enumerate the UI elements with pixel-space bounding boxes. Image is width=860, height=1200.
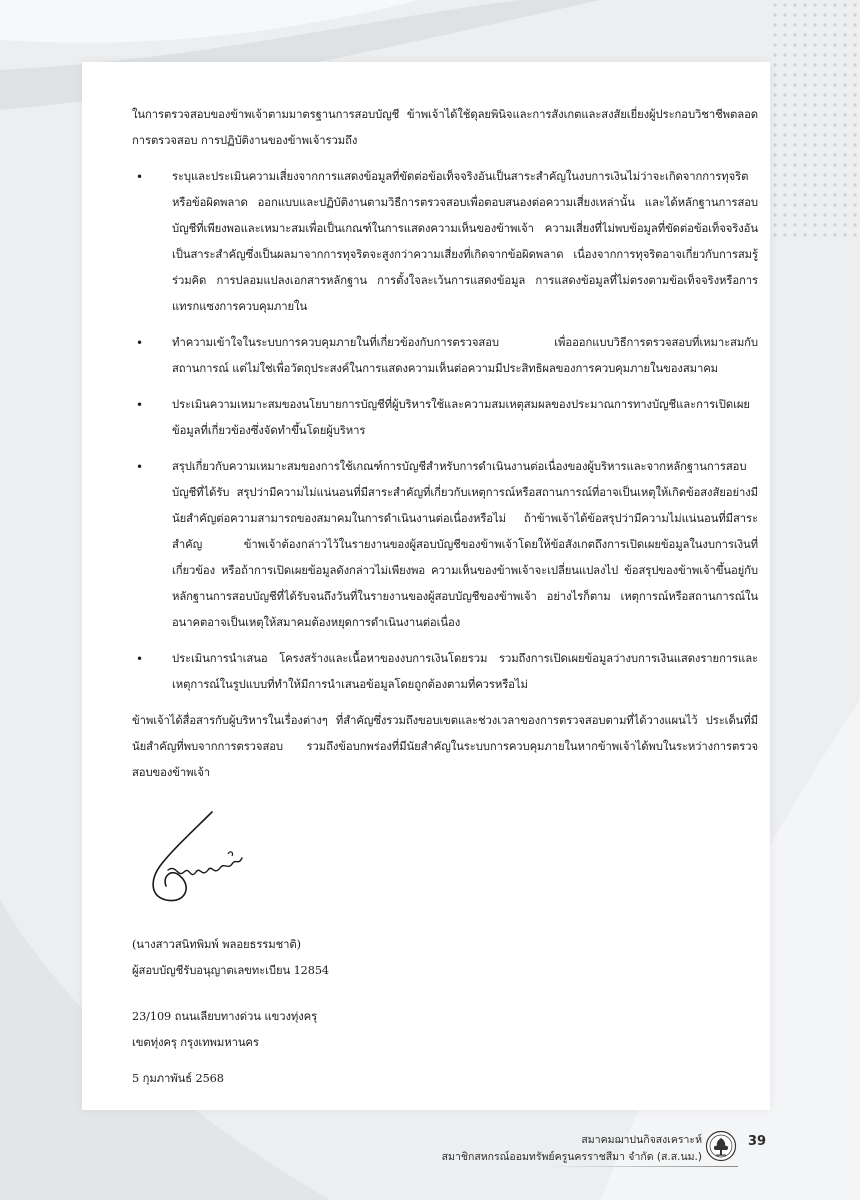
intro-paragraph: ในการตรวจสอบของข้าพเจ้าตามมาตรฐานการสอบบัญชี ข้าพเจ้าได้ใช้ดุลยพินิจและการสังเกตและสงสัยเยี่ยงผู้ประกอบวิชาชีพตลอดการตรวจสอบ การปฏิบัติงานของข้าพเจ้ารวมถึง	[132, 108, 758, 147]
report-date: 5 กุมภาพันธ์ 2568	[132, 1072, 224, 1085]
auditor-block	[132, 932, 758, 984]
report-page	[82, 62, 770, 1110]
address-line: เขตทุ่งครุ กรุงเทพมหานคร	[132, 1036, 259, 1049]
bullet-icon: •	[136, 398, 143, 412]
list-item	[132, 454, 758, 636]
page-footer	[0, 1124, 860, 1184]
list-item-text: ทำความเข้าใจในระบบการควบคุมภายในที่เกี่ยวข้องกับการตรวจสอบ เพื่อออกแบบวิธีการตรวจสอบที่เหมาะสมกับสถานการณ์ แต่ไม่ใช่เพื่อวัตถุประสงค์ในการแสดงความเห็นต่อความมีประสิทธิผลของการควบคุมภายในของสมาคม	[172, 336, 758, 375]
footer-divider	[548, 1166, 738, 1167]
auditor-license: ผู้สอบบัญชีรับอนุญาตเลขทะเบียน 12854	[132, 964, 330, 977]
list-item-text: ระบุและประเมินความเสี่ยงจากการแสดงข้อมูลที่ขัดต่อข้อเท็จจริงอันเป็นสาระสำคัญในงบการเงินไม่ว่าจะเกิดจากการทุจริตหรือข้อผิดพลาด ออกแบบและปฏิบัติงานตามวิธีการตรวจสอบเพื่อตอบสนองต่อความเสี่ยงเหล่านั้น และได้หลักฐานการสอบบัญชีที่เพียงพอและเหมาะสมเพื่อเป็นเกณฑ์ในการแสดงความเห็นของข้าพเจ้า ความเสี่ยงที่ไม่พบข้อมูลที่ขัดต่อข้อเท็จจริงอันเป็นสาระสำคัญซึ่งเป็นผลมาจากการทุจริตจะสูงกว่าความเสี่ยงที่เกิดจากข้อผิดพลาด เนื่องจากการทุจริตอาจเกี่ยวกับการสมรู้ร่วมคิด การปลอมแปลงเอกสารหลักฐาน การตั้งใจละเว้นการแสดงข้อมูล การแสดงข้อมูลที่ไม่ตรงตามข้อเท็จจริงหรือการแทรกแซงการควบคุมภายใน	[172, 170, 758, 313]
list-item-text: ประเมินความเหมาะสมของนโยบายการบัญชีที่ผู้บริหารใช้และความสมเหตุสมผลของประมาณการทางบัญชีและการเปิดเผยข้อมูลที่เกี่ยวข้องซึ่งจัดทำขึ้นโดยผู้บริหาร	[172, 398, 750, 437]
list-item	[132, 330, 758, 382]
list-item-text: ประเมินการนำเสนอ โครงสร้างและเนื้อหาของงบการเงินโดยรวม รวมถึงการเปิดเผยข้อมูลว่างบการเงินแสดงรายการและเหตุการณ์ในรูปแบบที่ทำให้มีการนำเสนอข้อมูลโดยถูกต้องตามที่ควรหรือไม่	[172, 652, 758, 691]
audit-procedures-list	[132, 164, 758, 698]
footer-org-line: สมาคมฌาปนกิจสงเคราะห์	[581, 1134, 702, 1146]
footer-org-line: สมาชิกสหกรณ์ออมทรัพย์ครูนครราชสีมา จำกัด (ส.ส.นม.)	[441, 1151, 702, 1163]
footer-org	[442, 1132, 702, 1166]
address-line: 23/109 ถนนเลียบทางด่วน แขวงทุ่งครุ	[132, 1010, 318, 1023]
list-item	[132, 392, 758, 444]
bullet-icon: •	[136, 652, 143, 666]
list-item	[132, 164, 758, 320]
list-item	[132, 646, 758, 698]
auditor-address	[132, 1004, 758, 1056]
bullet-icon: •	[136, 460, 143, 474]
page-number: 39	[748, 1134, 767, 1149]
list-item-text: สรุปเกี่ยวกับความเหมาะสมของการใช้เกณฑ์การบัญชีสำหรับการดำเนินงานต่อเนื่องของผู้บริหารและจากหลักฐานการสอบบัญชีที่ได้รับ สรุปว่ามีความไม่แน่นอนที่มีสาระสำคัญที่เกี่ยวกับเหตุการณ์หรือสถานการณ์ที่อาจเป็นเหตุให้เกิดข้อสงสัยอย่างมีนัยสำคัญต่อความสามารถของสมาคมในการดำเนินงานต่อเนื่องหรือไม่ ถ้าข้าพเจ้าได้ข้อสรุปว่ามีความไม่แน่นอนที่มีสาระสำคัญ ข้าพเจ้าต้องกล่าวไว้ในรายงานของผู้สอบบัญชีของข้าพเจ้าโดยให้ข้อสังเกตถึงการเปิดเผยข้อมูลในงบการเงินที่เกี่ยวข้อง หรือถ้าการเปิดเผยข้อมูลดังกล่าวไม่เพียงพอ ความเห็นของข้าพเจ้าจะเปลี่ยนแปลงไป ข้อสรุปของข้าพเจ้าขึ้นอยู่กับหลักฐานการสอบบัญชีที่ได้รับจนถึงวันที่ในรายงานของผู้สอบบัญชีของข้าพเจ้า อย่างไรก็ตาม เหตุการณ์หรือสถานการณ์ในอนาคตอาจเป็นเหตุให้สมาคมต้องหยุดการดำเนินงานต่อเนื่อง	[172, 460, 758, 629]
report-body	[132, 102, 758, 1092]
auditor-signature	[132, 806, 282, 916]
bullet-icon: •	[136, 170, 143, 184]
auditor-name: (นางสาวสนิทพิมพ์ พลอยธรรมชาติ)	[132, 938, 301, 951]
association-seal-icon	[705, 1130, 737, 1162]
closing-paragraph: ข้าพเจ้าได้สื่อสารกับผู้บริหารในเรื่องต่างๆ ที่สำคัญซึ่งรวมถึงขอบเขตและช่วงเวลาของการตรวจสอบตามที่ได้วางแผนไว้ ประเด็นที่มีนัยสำคัญที่พบจากการตรวจสอบ รวมถึงข้อบกพร่องที่มีนัยสำคัญในระบบการควบคุมภายในหากข้าพเจ้าได้พบในระหว่างการตรวจสอบของข้าพเจ้า	[132, 714, 758, 779]
bullet-icon: •	[136, 336, 143, 350]
